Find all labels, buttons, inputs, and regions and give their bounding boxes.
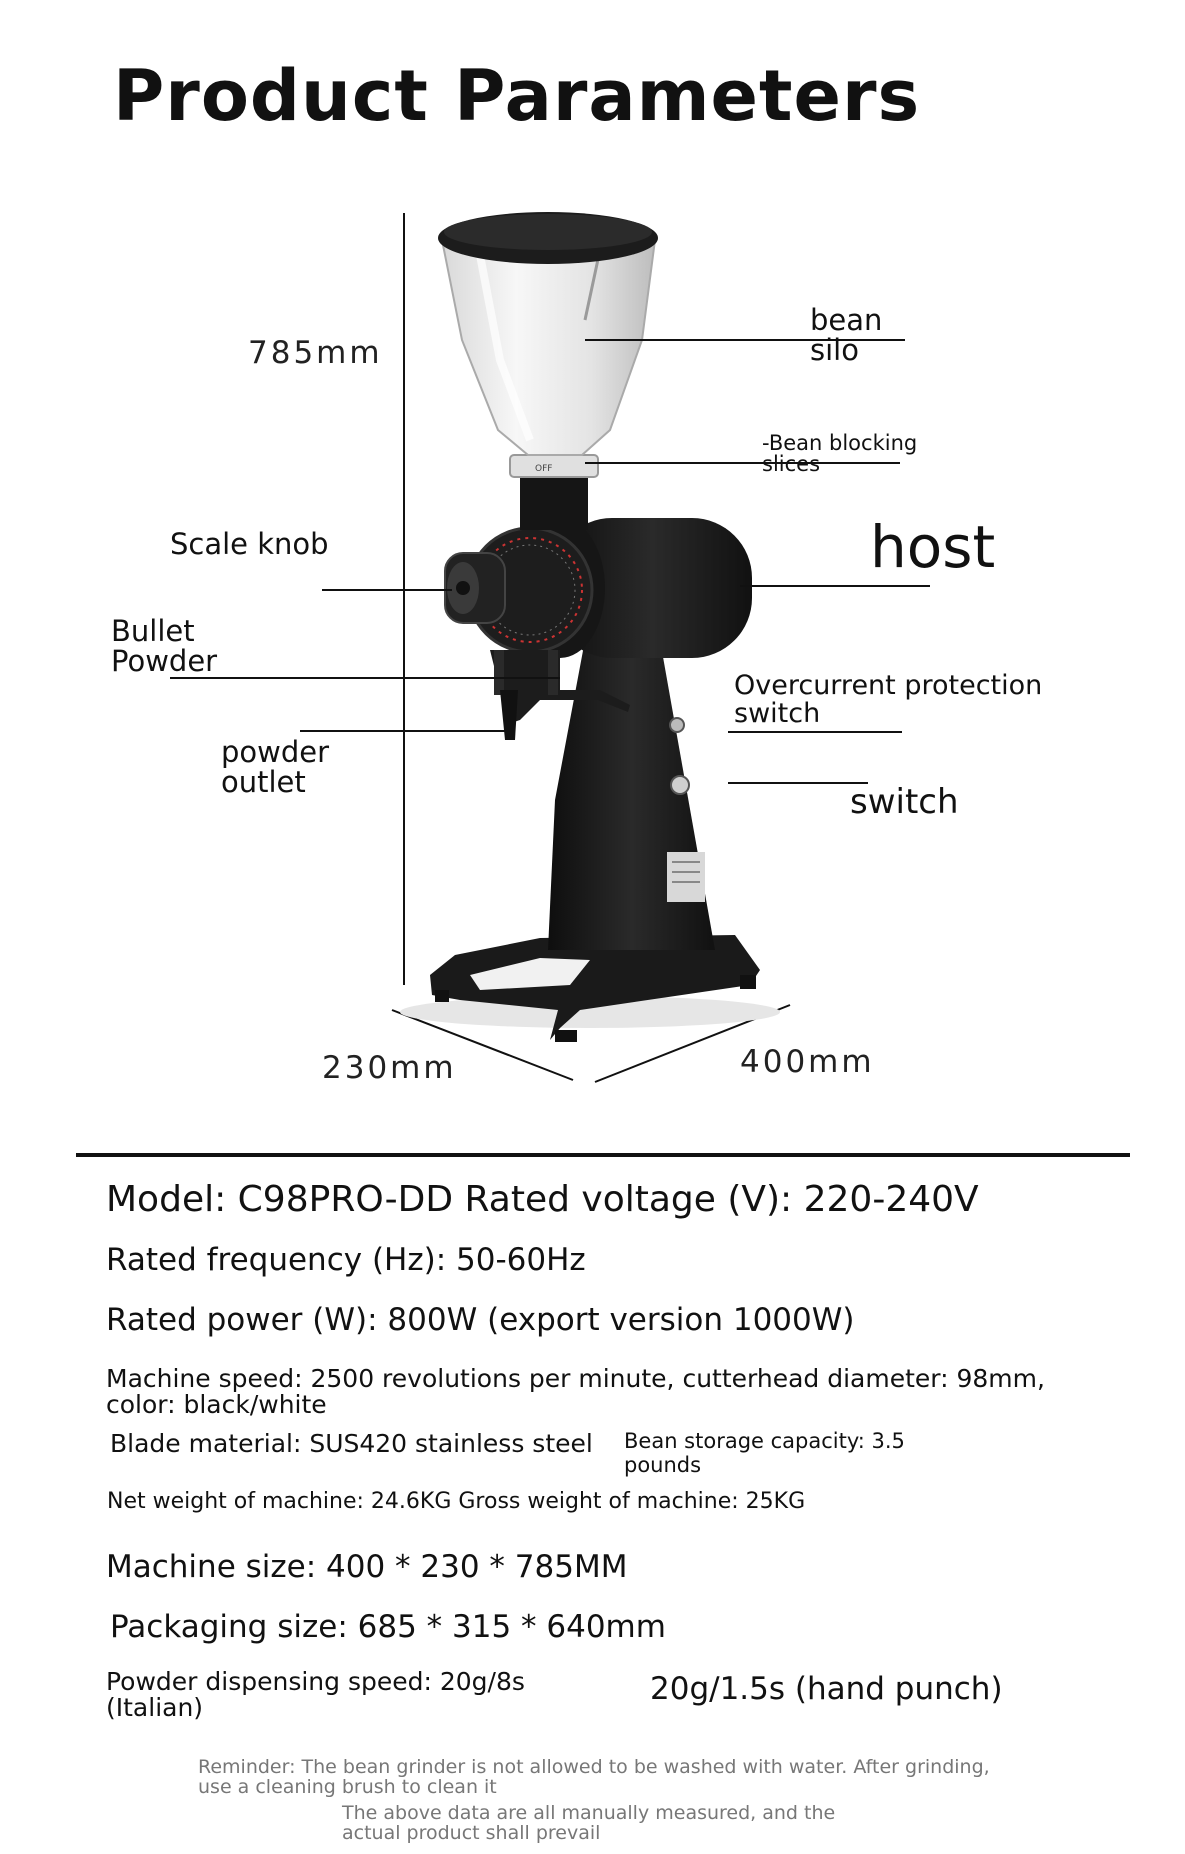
callout-scale-knob: Scale knob: [170, 527, 329, 561]
spec-dispense-hand: 20g/1.5s (hand punch): [650, 1671, 1003, 1707]
rating-label: [667, 852, 705, 902]
bean-silo-hopper: [442, 240, 655, 455]
svg-text:OFF: OFF: [535, 464, 553, 474]
width-dimension-label: 400mm: [740, 1044, 875, 1080]
powder-outlet-chute: [500, 690, 518, 740]
callout-switch: switch: [850, 782, 959, 822]
spec-machine-size: Machine size: 400 * 230 * 785MM: [106, 1549, 628, 1585]
spec-weight: Net weight of machine: 24.6KG Gross weight of machine: 25KG: [107, 1489, 806, 1514]
page-title: Product Parameters: [113, 55, 921, 137]
reminder-note: Reminder: The bean grinder is not allowed to be washed with water. After grinding, use a cleaning brush to clean it: [198, 1756, 990, 1799]
spec-dispense-italian: Powder dispensing speed: 20g/8s (Italian): [106, 1667, 525, 1723]
spec-speed: Machine speed: 2500 revolutions per minute, cutterhead diameter: 98mm, color: black/white: [106, 1364, 1045, 1420]
spec-bean-capacity: Bean storage capacity: 3.5 pounds: [624, 1429, 905, 1477]
callout-bean-silo: bean silo: [810, 303, 883, 367]
section-divider: [76, 1153, 1130, 1157]
callout-bean-blocking-slices: -Bean blocking slices: [762, 431, 918, 477]
spec-model-voltage: Model: C98PRO-DD Rated voltage (V): 220-240V: [106, 1179, 979, 1220]
callout-host: host: [870, 513, 996, 581]
depth-dimension-label: 230mm: [322, 1050, 457, 1086]
callout-powder-outlet: powder outlet: [221, 735, 330, 799]
power-switch-knob: [671, 776, 689, 794]
callout-overcurrent-protection-switch: Overcurrent protection switch: [734, 670, 1043, 729]
spec-power: Rated power (W): 800W (export version 1000W): [106, 1302, 855, 1338]
height-dimension-label: 785mm: [248, 335, 383, 371]
spec-blade: Blade material: SUS420 stainless steel: [110, 1429, 593, 1458]
callout-bullet-powder: Bullet Powder: [111, 614, 218, 678]
overcurrent-switch-knob: [670, 718, 684, 732]
disclaimer-note: The above data are all manually measured, and the actual product shall prevail: [342, 1802, 836, 1845]
spec-frequency: Rated frequency (Hz): 50-60Hz: [106, 1242, 586, 1278]
grinder-column: [548, 640, 715, 950]
bean-blocking-slice: [510, 455, 598, 477]
spec-packaging-size: Packaging size: 685 * 315 * 640mm: [110, 1609, 666, 1645]
